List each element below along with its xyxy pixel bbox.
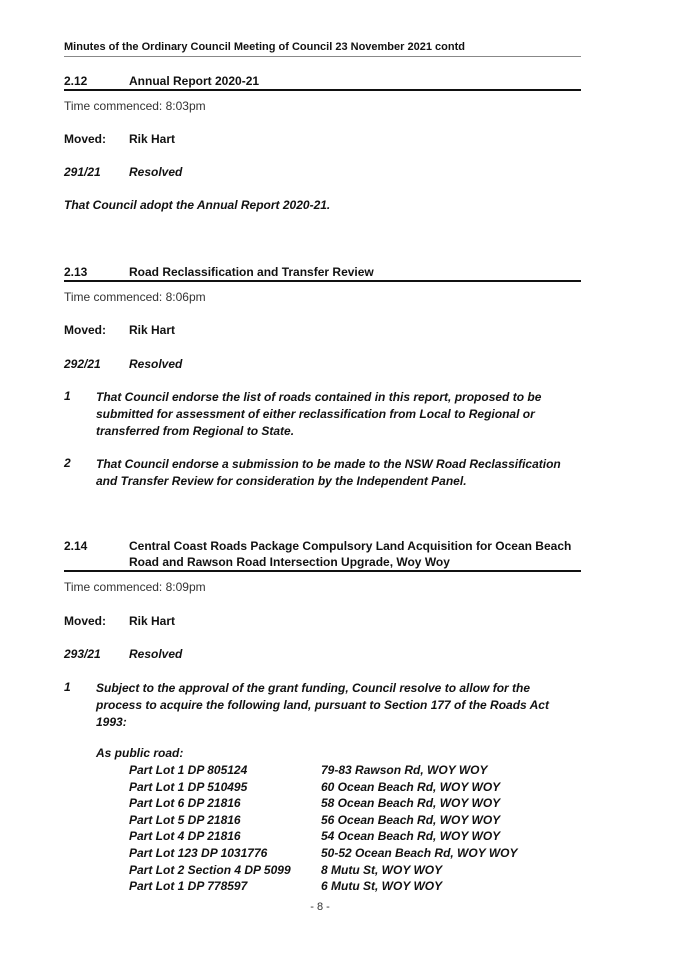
lot-address: 8 Mutu St, WOY WOY <box>321 863 443 877</box>
lot-description: Part Lot 123 DP 1031776 <box>129 846 268 860</box>
moved-by: Rik Hart <box>129 614 176 628</box>
resolution-number: 293/21 <box>64 647 101 661</box>
section-number: 2.13 <box>64 265 88 279</box>
list-item-number: 1 <box>64 680 71 694</box>
lot-row <box>129 796 549 812</box>
moved-label: Moved: <box>64 614 106 628</box>
lot-address: 50-52 Ocean Beach Rd, WOY WOY <box>321 846 518 860</box>
lot-row <box>129 846 549 862</box>
list-item-text: That Council endorse a submission to be made to the NSW Road Reclassification and Transfer Review for consideration by the Independent Panel. <box>96 457 561 488</box>
lot-description: Part Lot 5 DP 21816 <box>129 813 241 827</box>
resolution-text: That Council adopt the Annual Report 2020-21. <box>64 198 331 212</box>
lot-address: 56 Ocean Beach Rd, WOY WOY <box>321 813 501 827</box>
lot-description: Part Lot 2 Section 4 DP 5099 <box>129 863 291 877</box>
resolution-status: Resolved <box>129 357 183 371</box>
lot-address: 58 Ocean Beach Rd, WOY WOY <box>321 796 501 810</box>
moved-label: Moved: <box>64 132 106 146</box>
lot-row <box>129 863 549 879</box>
time-commenced: Time commenced: 8:06pm <box>64 290 206 304</box>
public-road-label: As public road: <box>96 746 184 760</box>
lot-description: Part Lot 1 DP 778597 <box>129 879 248 893</box>
header-rule <box>64 56 581 57</box>
lot-row <box>129 813 549 829</box>
time-commenced: Time commenced: 8:09pm <box>64 580 206 594</box>
list-item-number: 2 <box>64 456 71 470</box>
section-title: Annual Report 2020-21 <box>129 74 260 88</box>
moved-by: Rik Hart <box>129 132 176 146</box>
lot-address: 79-83 Rawson Rd, WOY WOY <box>321 763 488 777</box>
lot-row <box>129 879 549 895</box>
moved-label: Moved: <box>64 323 106 337</box>
resolution-status: Resolved <box>129 165 183 179</box>
lot-row <box>129 829 549 845</box>
section-rule <box>64 570 581 572</box>
lot-description: Part Lot 1 DP 805124 <box>129 763 248 777</box>
section-number: 2.12 <box>64 74 88 88</box>
page-number: - 8 - <box>310 901 330 913</box>
resolution-number: 291/21 <box>64 165 101 179</box>
list-item-text: That Council endorse the list of roads contained in this report, proposed to be submitted for assessment of either reclassification from Local to Regional or transferred from Regional to State. <box>96 390 542 438</box>
lot-address: 60 Ocean Beach Rd, WOY WOY <box>321 780 501 794</box>
lot-row <box>129 763 549 779</box>
section-rule <box>64 280 581 282</box>
resolution-status: Resolved <box>129 647 183 661</box>
section-number: 2.14 <box>64 539 88 553</box>
lot-description: Part Lot 1 DP 510495 <box>129 780 248 794</box>
lot-description: Part Lot 6 DP 21816 <box>129 796 241 810</box>
lot-description: Part Lot 4 DP 21816 <box>129 829 241 843</box>
list-item-text: Subject to the approval of the grant funding, Council resolve to allow for the process to acquire the following land, pursuant to Section 177 of the Roads Act 1993: <box>96 681 549 729</box>
time-commenced: Time commenced: 8:03pm <box>64 99 206 113</box>
section-title: Road Reclassification and Transfer Review <box>129 265 374 279</box>
page-header-title: Minutes of the Ordinary Council Meeting of Council 23 November 2021 contd <box>64 41 465 53</box>
lot-address: 54 Ocean Beach Rd, WOY WOY <box>321 829 501 843</box>
lot-row <box>129 780 549 796</box>
resolution-number: 292/21 <box>64 357 101 371</box>
section-title-line-2: Road and Rawson Road Intersection Upgrade, Woy Woy <box>129 555 450 569</box>
moved-by: Rik Hart <box>129 323 176 337</box>
lot-address: 6 Mutu St, WOY WOY <box>321 879 443 893</box>
section-rule <box>64 89 581 91</box>
list-item-number: 1 <box>64 389 71 403</box>
section-title-line-1: Central Coast Roads Package Compulsory Land Acquisition for Ocean Beach <box>129 539 572 553</box>
